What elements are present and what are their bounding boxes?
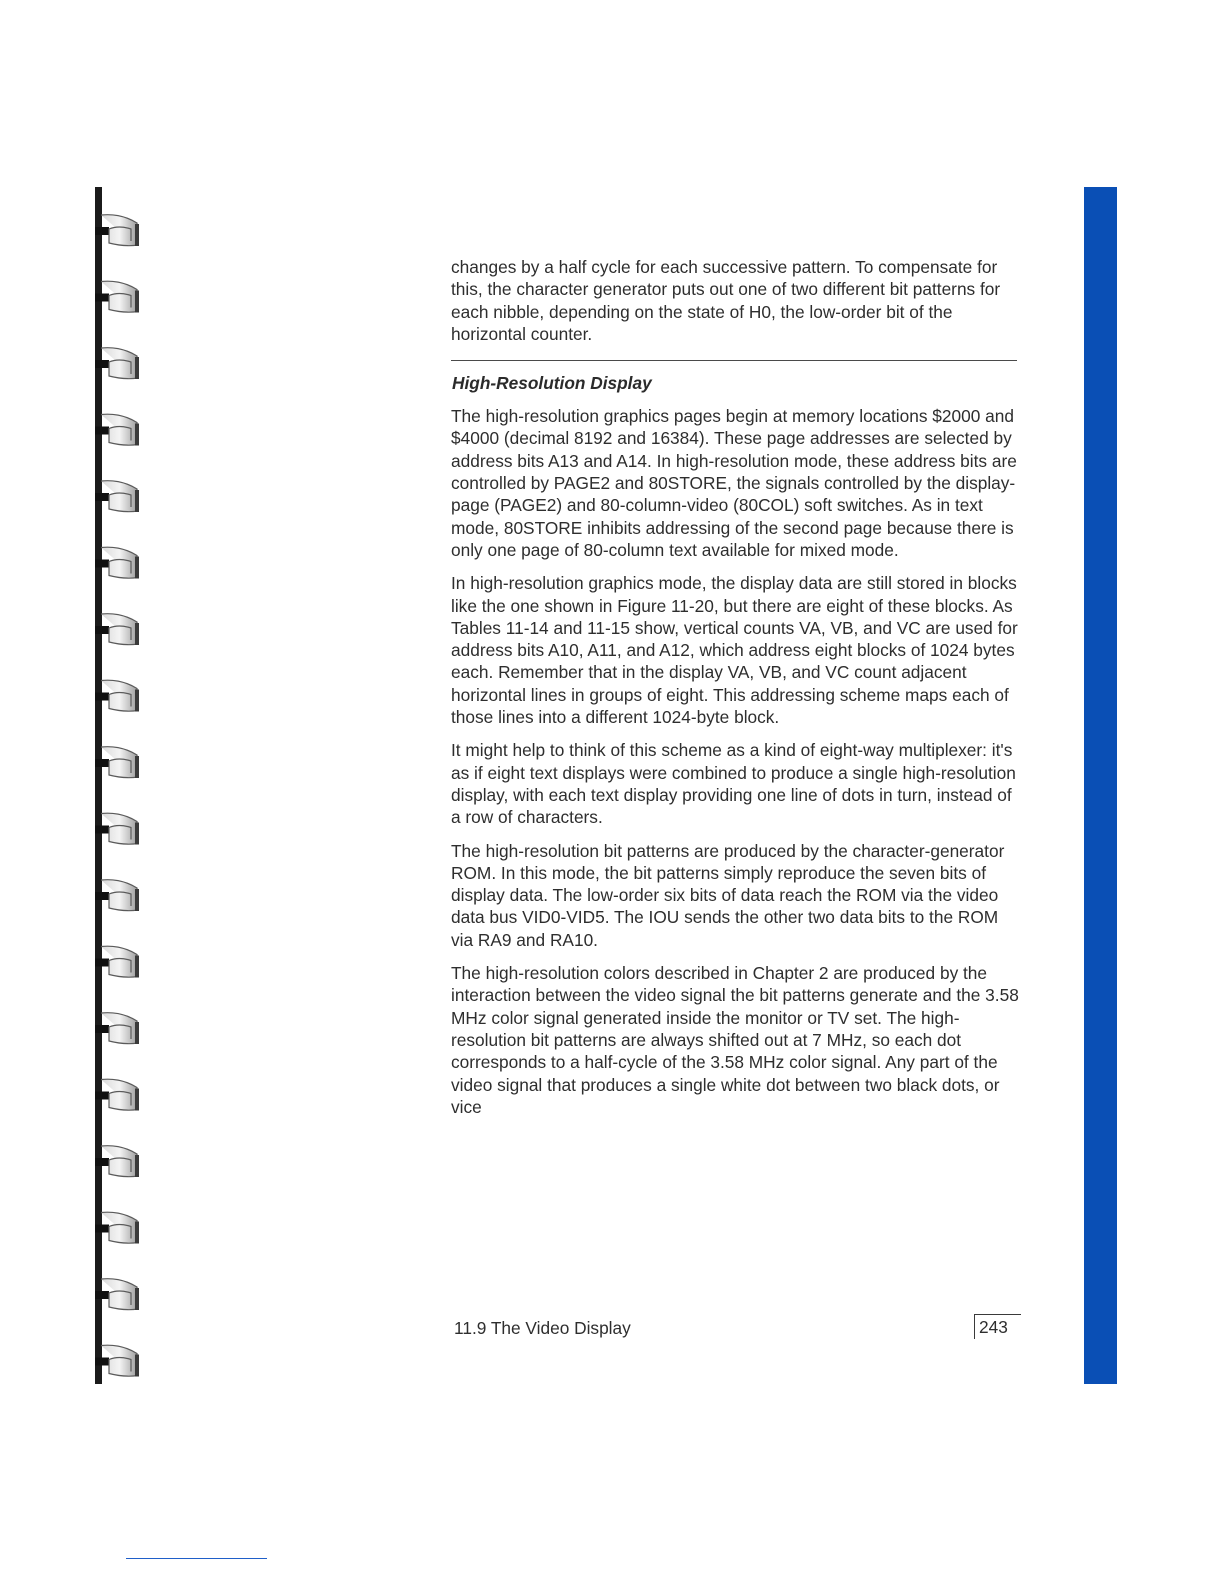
paragraph: It might help to think of this scheme as a kind of eight-way multiplexer: it's as if eight text displays were combined to produce a single high-resolution display, with each text display providing one line of dots in turn, instead of a row of characters. [451,740,1016,828]
paragraph-continued: changes by a half cycle for each successive pattern. To compensate for this, the character generator puts out one of two different bit patterns for each nibble, depending on the state of H0, the low-order bit of the horizontal counter. [451,257,1001,344]
paragraph: The high-resolution graphics pages begin at memory locations $2000 and $4000 (decimal 8192 and 16384). These page addresses are selected by address bits A13 and A14. In high-resolution mode, these address bits are controlled by PAGE2 and 80STORE, the signals controlled by the display-page (PAGE2) and 80-column-video (80COL) soft switches. As in text mode, 80STORE inhibits addressing of the second page because there is only one page of 80-column text available for mixed mode. [451,406,1017,560]
paragraph: The high-resolution bit patterns are produced by the character-generator ROM. In this mode, the bit patterns simply reproduce the seven bits of display data. The low-order six bits of data reach the ROM via the video data bus VID0-VID5. The IOU sends the other two data bits to the ROM via RA9 and RA10. [451,840,1005,950]
paragraph: In high-resolution graphics mode, the display data are still stored in blocks like the one shown in Figure 11-20, but there are eight of these blocks. As Tables 11-14 and 11-15 show, vertical counts VA, VB, and VC are used for address bits A10, A11, and A12, which address eight blocks of 1024 bytes each. Remember that in the display VA, VB, and VC count adjacent horizontal lines in groups of eight. This addressing scheme maps each of those lines into a different 1024-byte block. [451,573,1018,728]
page-content [451,256,1021,1129]
bottom-divider-line [126,1558,267,1559]
page-number: 243 [974,1314,1021,1339]
footer-section-title: 11.9 The Video Display [454,1318,631,1338]
section-heading: High-Resolution Display [452,373,652,394]
spiral-binding-icon [95,187,145,1384]
section-divider [451,360,1017,361]
blue-edge-tab [1084,187,1117,1384]
paragraph: The high-resolution colors described in Chapter 2 are produced by the interaction between the video signal the bit patterns generate and the 3.58 MHz color signal generated inside the monitor or TV set. The high-resolution bit patterns are always shifted out at 7 MHz, so each dot corresponds to a half-cycle of the 3.58 MHz color signal. Any part of the video signal that produces a single white dot between two black dots, or vice [451,963,1019,1117]
